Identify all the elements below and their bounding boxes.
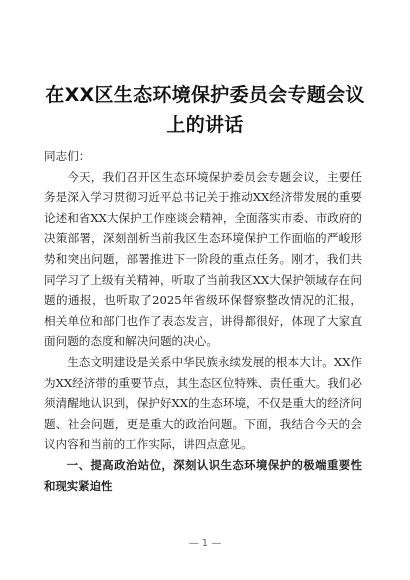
- page-number: — 1 —: [188, 538, 222, 549]
- section-heading-1: 一、提高政治站位，深刻认识生态环境保护的极端重要性和现实紧迫性: [44, 457, 362, 493]
- document-title: 在XX区生态环境保护委员会专题会议上的讲话: [45, 84, 365, 136]
- document-body: [44, 146, 362, 496]
- paragraph-1: 今天，我们召开区生态环境保护委员会专题会议，主要任务是深入学习贯彻习近平总书记关于推动XX经济带发展的重要论述和省XX大保护工作座谈会精神，全面落实市委、市政府的决策部署，深刻剖析当前我区生态环境保护工作面临的严峻形势和突出问题，部署推进下一阶段的重点任务。刚才，我们共同学习了上级有关精神，听取了当前我区XX大保护领域存在问题的通报，也听取了2025年省级环保督察整改情况的汇报，相关单位和部门也作了表态发言，讲得都很好，体现了大家直面问题的态度和解决问题的决心。: [44, 169, 362, 349]
- paragraph-2: 生态文明建设是关系中华民族永续发展的根本大计。XX作为XX经济带的重要节点，其生态区位特殊、责任重大。我们必须清醒地认识到，保护好XX的生态环境，不仅是重大的经济问题、社会问题，更是重大的政治问题。下面，我结合今天的会议内容和当前的工作实际，讲四点意见。: [44, 354, 362, 452]
- salutation: 同志们：: [44, 149, 91, 163]
